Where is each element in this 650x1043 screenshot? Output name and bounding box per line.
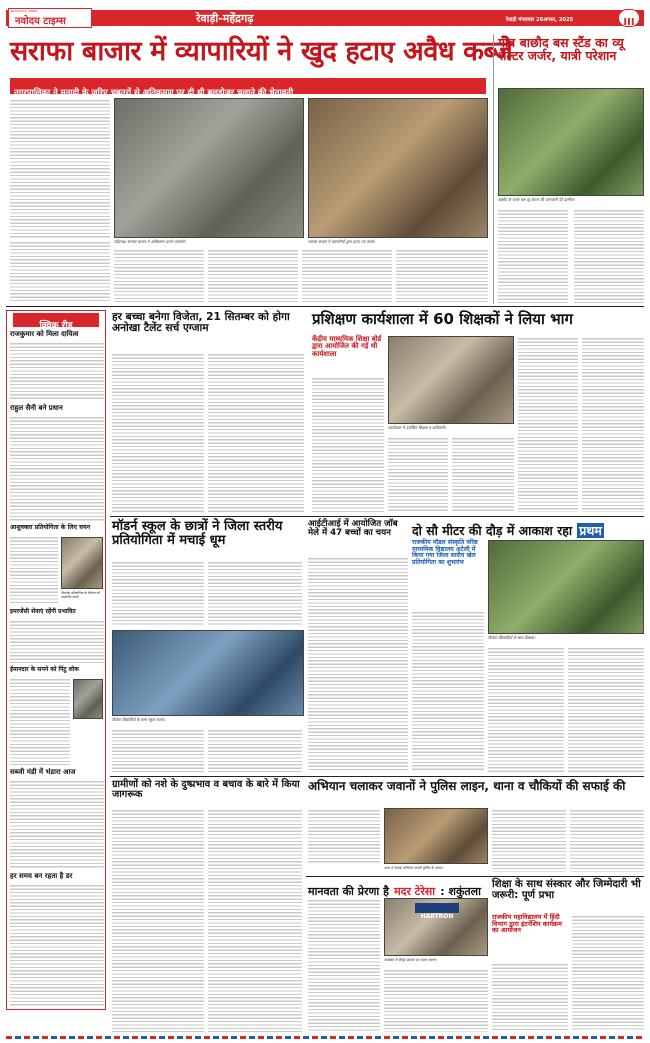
- workshop-headline: प्रशिक्षण कार्यशाला में 60 शिक्षकों ने लिया भाग: [312, 310, 573, 328]
- footer-border: [6, 1036, 644, 1039]
- brand-block: [8, 8, 92, 28]
- brief-photo: [61, 537, 103, 589]
- model-school-text-4: [208, 728, 302, 772]
- talent-headline: हर बच्चा बनेगा विजेता, 21 सितम्बर को होगा अनोखा टैलेंट सर्च एग्जाम: [112, 311, 290, 335]
- brief-label: क्विक रीड: [39, 321, 73, 331]
- model-school-headline: मॉडर्न स्कूल के छात्रों ने जिला स्तरीय प्रतियोगिता में मचाई धूम: [112, 519, 283, 548]
- model-school-caption: विजेता विद्यार्थियों के साथ स्कूल स्टाफ।: [112, 717, 165, 722]
- workshop-text-4: [518, 336, 578, 512]
- brief-item-5-title: ईमानदार के सपने को पिंटु लोक: [10, 666, 79, 673]
- workshop-subhead: केंद्रीय माध्यमिक शिक्षा बोर्ड द्वारा आयोजित की गई थी कार्यशाला: [312, 335, 382, 358]
- drug-text-2: [208, 808, 302, 1032]
- workshop-text-5: [582, 336, 644, 512]
- lead-photo-1-caption: महेंद्रगढ़। सराफा बाजार में अतिक्रमण हटाते व्यापारी।: [114, 239, 186, 244]
- motivation-headline-text: मानवता की प्रेरणा है: [308, 885, 389, 898]
- race-text-1: [412, 610, 484, 772]
- lead-text-col-5: [396, 248, 488, 302]
- brief-item-7-text: [10, 883, 104, 1007]
- race-caption: विजेता खिलाड़ियों के साथ शिक्षक।: [488, 635, 536, 640]
- brief-item-5-text: [10, 677, 70, 765]
- brief-photo-2: [73, 679, 103, 719]
- motivation-headline: [308, 880, 488, 899]
- education-text-1: [492, 962, 568, 1032]
- race-headline-text: दो सौ मीटर की दौड़ में आकाश रहा: [412, 523, 573, 538]
- model-school-text-2: [208, 560, 302, 626]
- lead-text-col-3: [208, 248, 298, 302]
- brief-item-7-title: हर समय बन रहता है डर: [10, 872, 73, 880]
- brief-box: [6, 310, 106, 1010]
- brand-name: नवोदय टाइम्स: [15, 16, 66, 27]
- lead-text-col-1b: [10, 240, 110, 302]
- drug-headline: ग्रामीणों को नशे के दुष्प्रभाव व बचाव के बारे में किया जागरूक: [112, 779, 300, 801]
- brief-item-6-text: [10, 779, 104, 869]
- brief-item-1-title: राजकुमार को मिला दायित्व: [10, 330, 79, 338]
- workshop-text-2: [388, 436, 448, 512]
- brand-small: NAVODAYA TIMES: [11, 9, 38, 13]
- lead-photo-2: [308, 98, 488, 238]
- race-headline-highlight: प्रथम: [579, 523, 602, 538]
- iti-headline: आईटीआई में आयोजित जॉब मेले में 47 बच्चों का चयन: [308, 519, 398, 539]
- lead-text-col-1: [10, 98, 110, 238]
- section-rule-3: [110, 776, 644, 777]
- edition-date: रेवाड़ी मंगलवार 26अगस्त, 2025: [506, 17, 574, 23]
- brief-item-6-title: सब्जी मंडी में भंडारा आज: [10, 768, 76, 776]
- drug-text-1: [112, 808, 204, 1032]
- brief-item-2-title: राहुल सैनी बने प्रधान: [10, 404, 63, 412]
- side-story-text-2: [574, 208, 644, 304]
- education-text-2: [572, 914, 644, 1032]
- brief-photo-caption: फिटनेस प्रतियोगिता के विजेता को सम्मानित करते।: [61, 591, 100, 599]
- brief-item-3-title: आशुवक्ता प्रतियोगिता के लिए चयन: [10, 524, 91, 531]
- brief-item-2-text: [10, 415, 104, 521]
- race-headline: [412, 520, 644, 539]
- motivation-banner-text: HARTRON: [420, 913, 454, 920]
- side-story-caption: बाछौद के जर्जर बस व्यू शेल्टर की जानकारी देते ग्रामीण।: [498, 197, 575, 202]
- edition-label: रेवाड़ी-महेंद्रगढ़: [196, 12, 254, 25]
- workshop-caption: कार्यशाला में उपस्थित शिक्षक व अधिकारी।: [388, 425, 447, 430]
- talent-text-1: [112, 352, 204, 512]
- brief-item-3-text: [10, 535, 58, 605]
- motivation-headline-highlight: मदर टेरेसा: [394, 885, 436, 898]
- brief-item-4-title: इमरजेंसी सेवाएं रहेंगी प्रभावित: [10, 608, 76, 615]
- page-number-text: III: [623, 17, 635, 28]
- motivation-banner: [415, 903, 459, 920]
- motivation-caption: कार्यक्रम में मौजूद छात्राएं एवं स्टाफ सदस्य।: [384, 958, 437, 962]
- side-story-text-1: [498, 208, 568, 304]
- lead-photo-2-caption: सराफा बाजार में व्यापारियों द्वारा हटाए गए कब्जे।: [308, 239, 376, 244]
- campaign-text-3: [570, 808, 644, 872]
- lead-subhead: [10, 78, 486, 97]
- masthead: [6, 8, 644, 28]
- education-headline: शिक्षा के साथ संस्कार और जिम्मेदारी भी जरूरी: पूर्ण प्रभा: [492, 879, 641, 901]
- model-school-text-3: [112, 728, 204, 772]
- brief-label-band: [13, 313, 99, 331]
- workshop-text-3: [452, 436, 514, 512]
- model-school-text-1: [112, 560, 204, 626]
- lead-headline-text: सराफा बाजार में व्यापारियों ने खुद हटाए अवैध कब्जे: [10, 36, 513, 67]
- workshop-text-1: [312, 376, 384, 512]
- column-divider: [493, 34, 494, 304]
- race-text-2: [488, 646, 564, 772]
- iti-text-1: [308, 556, 408, 772]
- brief-item-4-text: [10, 619, 104, 663]
- workshop-photo: [388, 336, 514, 424]
- motivation-text-2: [384, 968, 488, 1032]
- lead-text-col-4: [302, 248, 392, 302]
- brief-item-1-text: [10, 341, 104, 401]
- section-rule-4: [306, 876, 644, 877]
- talent-text-2: [208, 352, 304, 512]
- motivation-headline-end: : शकुंतला: [440, 885, 481, 898]
- lead-photo-1: [114, 98, 304, 238]
- campaign-text-1: [308, 808, 380, 864]
- section-rule-2: [110, 516, 644, 517]
- campaign-photo: [384, 808, 488, 864]
- lead-headline: [10, 36, 513, 76]
- race-subhead: राजकीय मॉडल संस्कृति वरिष्ठ माध्यमिक विद्यालय अटेली में किया गया जिला स्तरीय खेल प्रतियोगिता का शुभारंभ: [412, 539, 478, 566]
- side-story-headline: गांव बाछौद बस स्टैंड का व्यू शेल्टर जर्जर, यात्री परेशान: [498, 35, 624, 64]
- campaign-text-2: [492, 808, 566, 872]
- lead-text-col-2: [114, 248, 204, 302]
- motivation-text-1: [308, 898, 380, 1032]
- page-number: [618, 9, 640, 27]
- race-photo: [488, 540, 644, 634]
- side-story-photo: [498, 88, 644, 196]
- campaign-caption: थाना में सफाई अभियान चलाते पुलिस के जवान।: [384, 866, 444, 870]
- motivation-photo: [384, 898, 488, 956]
- lead-subhead-text: नगरपालिका ने मुनादी के जरिए चबूतरों से अतिक्रमण पर दी थी बुलडोजर चलाने की चेतावनी: [14, 87, 294, 97]
- education-subhead: राजकीय महाविद्यालय में हिंदी विभाग द्वारा इंटर्नशिप कार्यक्रम का आयोजन: [492, 913, 562, 935]
- model-school-photo: [112, 630, 304, 716]
- race-text-3: [568, 646, 644, 772]
- campaign-headline: अभियान चलाकर जवानों ने पुलिस लाइन, थाना व चौकियों की सफाई की: [308, 779, 626, 793]
- section-rule-1: [6, 306, 644, 307]
